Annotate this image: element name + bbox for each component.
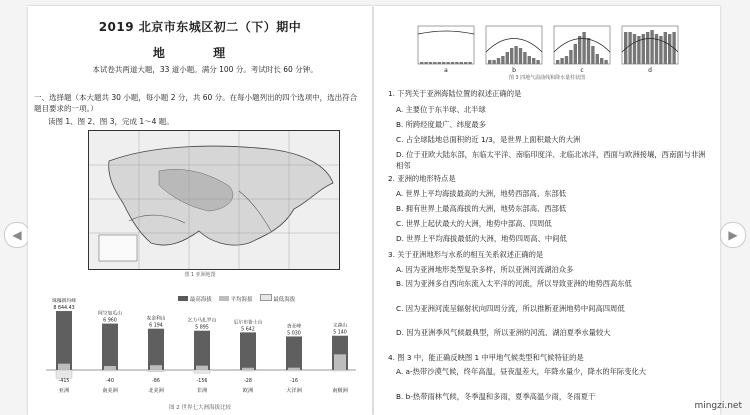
climate-charts: [414, 24, 684, 74]
subject-title: 地 理: [152, 46, 248, 60]
precip-bar: [429, 62, 432, 64]
precip-bar: [446, 62, 449, 64]
continent-label: 亚洲: [58, 388, 70, 394]
precip-bar: [528, 56, 531, 64]
figure2-caption: 图 2 世界七大洲海拔比较: [169, 405, 231, 411]
continent-label: 欧洲: [242, 388, 254, 394]
q1-option-a: A. 主要位于东半球、北半球: [396, 105, 486, 114]
q2-option-a: A. 世界上平均海拔最高的大洲，地势西部高、东部低: [396, 189, 567, 198]
peak-value-label: 6 960: [103, 318, 117, 324]
q3-option-d: D. 因为亚洲季风气候最典型，所以亚洲的河流、湖泊夏季水量较大: [396, 328, 611, 337]
lowest-value-label: -415: [58, 379, 70, 384]
bar-lowest: [102, 370, 118, 371]
precip-bar: [451, 62, 454, 64]
peak-name-label: 厄尔布鲁士山: [233, 320, 263, 326]
precip-bar: [668, 34, 671, 64]
read-instruction: 读图 1、图 2、图 3，完成 1～4 题。: [48, 117, 174, 126]
precip-bar: [646, 32, 649, 64]
precip-bar: [587, 38, 590, 64]
precip-bar: [569, 50, 572, 64]
next-page-button[interactable]: [720, 222, 746, 248]
continent-label: 南美洲: [102, 388, 118, 394]
precip-bar: [556, 60, 559, 64]
climate-chart-label: a: [444, 67, 448, 74]
precip-bar: [497, 58, 500, 64]
legend-mean-label: 平均海拔: [230, 297, 253, 303]
climate-chart-label: c: [580, 67, 584, 74]
q1-option-c: C. 占全球陆地总面积的近 1/3，是世界上面积最大的大洲: [396, 135, 581, 144]
climate-chart-label: d: [648, 67, 652, 74]
legend-low-label: 最低海拔: [273, 297, 296, 303]
q1-option-d: D. 位于亚欧大陆东部，东临太平洋、南临印度洋、北临北冰洋，西面与欧洲接壤，西南面与非洲相邻: [396, 150, 706, 170]
bar-lowest: [194, 370, 210, 373]
precip-bar: [492, 60, 495, 64]
peak-value-label: 8 844.43: [53, 306, 75, 312]
precip-bar: [420, 62, 423, 64]
bar-highest: [286, 336, 302, 370]
peak-value-label: 6 194: [149, 323, 163, 329]
asia-map-graphic: [89, 131, 339, 269]
question-1-stem: 1. 下列关于亚洲海陆位置的叙述正确的是: [388, 89, 522, 98]
precip-bar: [514, 46, 517, 64]
precip-bar: [560, 58, 563, 64]
bar-mean: [104, 366, 116, 370]
bar-lowest: [56, 370, 72, 378]
precip-bar: [628, 32, 631, 64]
question-3-stem: 3. 关于亚洲地形与水系的相互关系叙述正确的是: [388, 250, 544, 259]
bar-highest: [194, 331, 210, 370]
peak-value-label: 5 030: [287, 331, 301, 337]
lowest-value-label: -86: [152, 379, 160, 384]
precip-bar: [424, 62, 427, 64]
bar-mean: [288, 368, 300, 370]
bar-highest: [148, 329, 164, 370]
precip-bar: [582, 32, 585, 64]
peak-value-label: 5 140: [333, 330, 347, 336]
site-watermark: mingzi.net: [694, 401, 742, 411]
precip-bar: [565, 56, 568, 64]
precip-bar: [468, 62, 471, 64]
peak-value-label: 5 895: [195, 325, 209, 331]
asia-map: [88, 130, 340, 270]
precip-bar: [523, 52, 526, 64]
precip-bar: [578, 36, 581, 64]
bar-mean: [150, 365, 162, 370]
precip-bar: [633, 34, 636, 64]
peak-name-label: 查亚峰: [286, 324, 302, 330]
precip-bar: [501, 56, 504, 64]
precip-bar: [455, 62, 458, 64]
q4-option-a: A. a-热带沙漠气候，终年高温，昼夜温差大，年降水量少，降水的年际变化大: [396, 367, 647, 376]
lowest-value-label: -156: [196, 379, 208, 384]
elevation-bar-chart: [36, 286, 364, 412]
q4-option-b: B. b-热带雨林气候，冬季温和多雨，夏季高温少雨，冬雨夏干: [396, 392, 596, 401]
climate-chart-frame: [418, 26, 474, 64]
lowest-value-label: -40: [106, 379, 114, 384]
peak-name-label: 麦金利山: [146, 316, 166, 322]
precip-bar: [510, 48, 513, 64]
precip-bar: [574, 44, 577, 64]
precip-bar: [442, 62, 445, 64]
peak-name-label: 文森山: [332, 323, 348, 329]
peak-name-label: 阿空加瓜山: [98, 311, 122, 317]
figure3-caption: 图 3 四地气温曲线和降水量柱状图: [508, 75, 586, 81]
bar-mean: [58, 364, 70, 370]
precip-bar: [600, 58, 603, 64]
figure1-caption: 图 1 亚洲地图: [184, 272, 216, 278]
page-title: 2019 北京市东城区初二（下）期中: [98, 20, 302, 34]
continent-label: 南极洲: [332, 388, 348, 394]
precip-bar: [464, 62, 467, 64]
prev-page-button[interactable]: [4, 222, 30, 248]
precip-bar: [664, 32, 667, 64]
q3-option-b: B. 因为亚洲多自西向东流入太平洋的河流，所以导致亚洲的地势西高东低: [396, 279, 632, 288]
q3-option-a: A. 因为亚洲地形类型复杂多样，所以亚洲河流湖泊众多: [396, 265, 574, 274]
bar-lowest: [286, 370, 302, 371]
q2-option-c: C. 世界上起伏最大的大洲，地势中部高、四周低: [396, 219, 552, 228]
peak-name-label: 珠穆朗玛峰: [52, 299, 76, 305]
peak-name-label: 乞力马扎罗山: [187, 318, 217, 324]
precip-bar: [532, 58, 535, 64]
q2-option-d: D. 世界上平均海拔最低的大洲，地势四周高、中间低: [396, 234, 567, 243]
chevron-right-icon: ▶: [728, 228, 738, 242]
q3-option-c: C. 因为亚洲河流呈辐射状向四周分流，所以推断亚洲地势中间高四周低: [396, 304, 625, 313]
precip-bar: [650, 30, 653, 64]
chevron-left-icon: ◀: [12, 228, 22, 242]
precip-bar: [438, 62, 441, 64]
q1-option-b: B. 所跨经度最广、纬度最多: [396, 120, 486, 129]
q2-option-b: B. 拥有世界上最高海拔的大洲，地势东部高、西部低: [396, 204, 567, 213]
peak-value-label: 5 642: [241, 327, 255, 333]
continent-label: 非洲: [196, 388, 208, 394]
precip-bar: [642, 34, 645, 64]
precip-bar: [591, 46, 594, 64]
climate-chart-label: b: [512, 67, 516, 74]
bar-lowest: [332, 370, 348, 371]
precip-bar: [460, 62, 463, 64]
precip-bar: [506, 52, 509, 64]
precip-bar: [604, 60, 607, 64]
continent-label: 大洋洲: [286, 388, 302, 394]
precip-bar: [536, 60, 539, 64]
question-2-stem: 2. 亚洲的地形特点是: [388, 174, 456, 183]
bar-lowest: [148, 370, 164, 372]
bar-highest: [240, 332, 256, 370]
precip-bar: [596, 54, 599, 64]
lowest-value-label: -16: [290, 379, 298, 384]
section-one-heading: 一、选择题（本大题共 30 小题，每小题 2 分，共 60 分。在每小题列出的四个选项中，选出符合题目要求的一项。）: [34, 93, 358, 113]
bar-highest: [56, 311, 72, 370]
bar-lowest: [240, 370, 256, 371]
continent-label: 北美洲: [148, 388, 164, 394]
precip-bar: [488, 60, 491, 64]
legend-high-label: 最高海拔: [189, 297, 212, 303]
precip-bar: [519, 48, 522, 64]
page-left: [28, 6, 372, 415]
bar-mean: [196, 366, 208, 370]
bar-mean: [242, 368, 254, 370]
question-4-stem: 4. 图 3 中，能正确反映图 1 中甲地气候类型和气候特征的是: [388, 353, 584, 362]
precip-bar: [433, 62, 436, 64]
page-right: [374, 6, 720, 415]
bar-highest: [102, 324, 118, 370]
lowest-value-label: -28: [244, 379, 252, 384]
precip-bar: [655, 34, 658, 64]
bar-mean: [334, 354, 346, 370]
instructions: 本试卷共两道大题，33 道小题。满分 100 分。考试时长 60 分钟。: [92, 65, 318, 74]
